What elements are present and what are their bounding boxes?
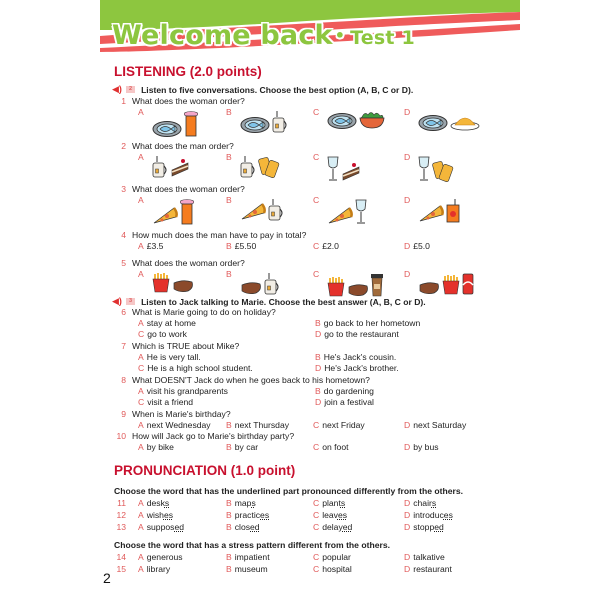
answer-option[interactable] [404,552,445,562]
answer-option[interactable] [313,510,347,520]
question-number-text: 13 [116,522,126,532]
answer-option[interactable] [138,352,201,362]
option-text: £5.50 [234,241,257,251]
option-text: He's Jack's brother. [324,363,399,373]
option-word: chair [413,498,432,508]
option-letter: B [226,107,232,117]
question-number: 10 [116,431,126,441]
underlined-part: s [164,498,170,508]
option-letter: A [138,510,144,520]
question [114,409,231,419]
question [114,431,294,441]
question-number: 7 [121,341,126,351]
pizza-icon [327,205,353,230]
option-word: leav [322,510,338,520]
answer-option[interactable] [404,269,413,279]
answer-option[interactable] [226,498,256,508]
wine-glass-icon [418,156,430,187]
answer-option[interactable] [404,498,436,508]
title-separator: • [334,26,346,45]
option-word: map [234,498,252,508]
option-letter: D [315,329,322,339]
fish-plate-icon [152,119,182,142]
pizza-icon [240,201,266,226]
question-number: 1 [121,96,126,106]
wine-glass-icon [355,199,367,230]
cake-icon [341,162,361,187]
option-letter: B [226,552,232,562]
question-text: When is Marie's birthday? [132,409,231,419]
option-letter: A [138,152,144,162]
answer-option[interactable] [138,552,183,562]
option-word: wish [146,510,164,520]
answer-option[interactable] [138,318,196,328]
question [114,184,245,194]
answer-option[interactable] [138,564,170,574]
option-letter: A [138,269,144,279]
answer-option[interactable] [404,442,439,452]
option-image[interactable] [152,111,198,142]
fish-plate-icon [418,113,448,136]
answer-option[interactable] [313,552,351,562]
question-number [114,510,132,520]
tea-cup-icon [268,199,284,226]
track-badge: 2 [126,86,135,93]
option-letter: A [138,442,144,452]
option-word: stopp [413,522,435,532]
question-text: Which is TRUE about Mike? [132,341,240,351]
option-text: popular [322,552,351,562]
option-word: desk [146,498,165,508]
underlined-part: es [337,510,348,520]
option-letter: B [226,420,232,430]
tea-cup-icon [152,156,168,183]
option-letter: B [315,386,321,396]
question [114,230,306,240]
answer-option[interactable] [226,269,235,279]
option-letter: D [404,420,411,430]
juice-box-icon [446,199,460,228]
option-image[interactable] [418,111,480,136]
option-letter: C [313,564,320,574]
option-text: go to the restaurant [324,329,399,339]
page-number: 2 [103,570,111,586]
spaghetti-icon [450,111,480,136]
answer-option[interactable] [138,397,193,407]
cake-icon [170,158,190,183]
pizza-icon [152,205,178,230]
option-word: practic [234,510,261,520]
option-text: talkative [413,552,445,562]
answer-option[interactable] [404,241,430,251]
answer-option[interactable] [313,442,349,452]
option-text: next Saturday [413,420,467,430]
option-letter: D [404,195,411,205]
option-letter: A [138,498,144,508]
answer-option[interactable] [313,107,322,117]
audio-speaker-icon[interactable]: ◀) [112,296,122,306]
option-text: next Thursday [234,420,290,430]
underlined-part: ed [250,522,260,532]
answer-option[interactable] [138,269,147,279]
answer-option[interactable] [226,107,235,117]
option-letter: D [404,107,411,117]
answer-option[interactable] [138,152,147,162]
option-letter: B [226,152,232,162]
option-letter: A [138,552,144,562]
answer-option[interactable] [313,522,352,532]
option-text: visit his grandparents [146,386,228,396]
option-text: by bike [146,442,174,452]
biscuits-icon [258,156,280,183]
answer-option[interactable] [138,442,174,452]
wine-glass-icon [327,156,339,187]
option-word: plant [322,498,341,508]
pronunciation-title: PRONUNCIATION (1.0 point) [114,463,296,478]
option-letter: D [404,510,411,520]
answer-option[interactable] [315,397,374,407]
question-text: What does the woman order? [132,184,245,194]
option-letter: D [404,152,411,162]
option-letter: D [404,442,411,452]
option-letter: C [313,442,320,452]
option-letter: C [313,107,320,117]
question-number: 4 [121,230,126,240]
pronunciation-part2-instruction: Choose the word that has a stress pattern different from the others. [114,540,390,550]
underlined-part: es [163,510,174,520]
option-text: museum [234,564,268,574]
answer-option[interactable] [313,564,352,574]
underlined-part: ed [174,522,185,532]
question-number: 8 [121,375,126,385]
option-letter: A [138,241,144,251]
title-main: Welcome back [112,20,333,51]
option-image[interactable] [327,199,367,230]
option-letter: A [138,386,144,396]
option-text: on foot [322,442,349,452]
option-letter: C [313,498,320,508]
question-number-text: 11 [117,498,126,508]
answer-option[interactable] [313,241,339,251]
underlined-part: s [340,498,346,508]
answer-option[interactable] [315,329,399,339]
option-letter: C [313,420,320,430]
fries-icon [442,275,460,300]
fish-plate-icon [240,115,270,138]
tea-cup-icon [240,156,256,183]
soda-can-icon [462,273,474,300]
option-text: library [146,564,171,574]
answer-option[interactable] [404,107,413,117]
biscuits-icon [432,160,454,187]
answer-option[interactable] [138,363,253,373]
option-text: go to work [147,329,187,339]
option-text: go back to her hometown [323,318,421,328]
option-image[interactable] [418,273,474,300]
track-badge: 3 [126,298,135,305]
option-text: by bus [413,442,439,452]
answer-option[interactable] [313,152,322,162]
option-text: restaurant [413,564,452,574]
option-letter: A [138,318,144,328]
option-text: He is a high school student. [147,363,253,373]
option-letter: B [315,318,321,328]
option-letter: D [404,564,411,574]
option-image[interactable] [152,156,190,183]
answer-option[interactable] [404,420,466,430]
option-text: He's Jack's cousin. [323,352,397,362]
listening-title: LISTENING (2.0 points) [114,64,262,79]
answer-option[interactable] [313,498,345,508]
option-image[interactable] [240,111,288,138]
option-letter: B [226,241,232,251]
option-text: by car [234,442,259,452]
option-text: He is very tall. [146,352,201,362]
fish-plate-icon [327,111,357,134]
option-letter: C [313,552,320,562]
option-letter: C [313,510,320,520]
answer-option[interactable] [226,522,260,532]
option-letter: C [313,269,320,279]
option-letter: A [138,195,144,205]
underlined-part: s [431,498,437,508]
option-letter: B [226,510,232,520]
answer-option[interactable] [313,269,322,279]
option-letter: B [226,195,232,205]
instruction-text: Listen to Jack talking to Marie. Choose the best answer (A, B, C or D). [141,296,426,307]
answer-option[interactable] [138,241,163,251]
question-text: What does the man order? [132,141,234,151]
option-letter: C [313,195,320,205]
answer-option[interactable] [138,420,211,430]
option-letter: D [404,269,411,279]
underlined-part: es [260,510,270,520]
option-text: visit a friend [147,397,194,407]
option-letter: B [226,564,232,574]
question [114,375,370,385]
question [114,307,276,317]
fries-icon [152,273,170,298]
question-number: 6 [121,307,126,317]
option-image[interactable] [327,111,385,134]
question-text: What does the woman order? [132,96,245,106]
option-letter: C [313,522,320,532]
option-letter: B [226,269,232,279]
answer-option[interactable] [404,522,444,532]
answer-option[interactable] [138,386,228,396]
option-letter: D [315,363,322,373]
question-number: 9 [121,409,126,419]
answer-option[interactable] [226,552,270,562]
answer-option[interactable] [226,152,235,162]
salad-bowl-icon [359,111,385,134]
question-number-text: 12 [116,510,126,520]
question-number [114,564,132,574]
option-letter: C [138,329,145,339]
instruction-text: Listen to five conversations. Choose the best option (A, B, C or D). [141,84,414,95]
juice-icon [180,199,194,230]
answer-option[interactable] [138,510,173,520]
pronunciation-part1-instruction: Choose the word that has the underlined part pronounced differently from the others. [114,486,464,496]
question-text: What does the woman order? [132,258,245,268]
option-letter: D [404,552,411,562]
question-number-text: 15 [116,564,126,574]
question-text: What is Marie going to do on holiday? [132,307,276,317]
answer-option[interactable] [226,241,256,251]
option-letter: A [138,107,144,117]
listening-part2-instruction [112,296,426,307]
answer-option[interactable] [404,564,452,574]
option-image[interactable] [240,156,280,183]
option-text: join a festival [324,397,374,407]
underlined-part: ed [342,522,353,532]
question-number [114,552,132,562]
answer-option[interactable] [138,195,147,205]
option-letter: D [404,241,411,251]
underlined-part: s [251,498,256,508]
question-number [114,522,132,532]
question-number [114,498,132,508]
option-word: introduc [413,510,444,520]
option-text: generous [146,552,183,562]
answer-option[interactable] [138,522,184,532]
option-letter: A [138,420,144,430]
answer-option[interactable] [226,195,235,205]
question-text: How much does the man have to pay in total? [132,230,307,240]
header-banner [100,0,520,60]
option-image[interactable] [240,199,284,226]
question [114,96,245,106]
question [114,258,245,268]
option-image[interactable] [152,199,194,230]
answer-option[interactable] [226,510,269,520]
option-word: suppos [146,522,175,532]
question-number-text: 14 [116,552,126,562]
option-image[interactable] [418,199,460,228]
question [114,141,234,151]
page-title [112,20,415,51]
answer-option[interactable] [404,152,413,162]
listening-part1-instruction [112,84,413,95]
answer-option[interactable] [138,498,169,508]
option-text: next Friday [322,420,365,430]
option-letter: A [138,522,144,532]
question-text: What DOESN'T Jack do when he goes back to his hometown? [132,375,370,385]
question-number: 2 [121,141,126,151]
option-text: £5.0 [413,241,430,251]
question-number: 3 [121,184,126,194]
answer-option[interactable] [315,352,396,362]
answer-option[interactable] [138,329,187,339]
answer-option[interactable] [226,420,289,430]
question-text: How will Jack go to Marie's birthday party? [132,431,295,441]
answer-option[interactable] [404,195,413,205]
option-letter: C [313,152,320,162]
option-text: impatient [234,552,270,562]
option-text: £3.5 [146,241,164,251]
answer-option[interactable] [315,363,399,373]
option-letter: D [404,498,411,508]
worksheet-page [100,0,520,600]
title-subtitle: Test 1 [350,27,415,49]
option-letter: C [313,241,320,251]
pizza-icon [418,203,444,228]
option-image[interactable] [152,273,194,298]
answer-option[interactable] [313,195,322,205]
answer-option[interactable] [315,386,374,396]
answer-option[interactable] [404,510,453,520]
option-letter: B [226,442,232,452]
answer-option[interactable] [226,564,268,574]
option-letter: A [138,352,144,362]
answer-option[interactable] [138,107,147,117]
option-letter: D [404,522,411,532]
answer-option[interactable] [315,318,420,328]
option-letter: B [315,352,321,362]
option-image[interactable] [418,156,454,187]
option-letter: B [226,522,232,532]
option-letter: D [315,397,322,407]
option-text: next Wednesday [146,420,211,430]
option-word: delay [322,522,343,532]
option-image[interactable] [327,156,361,187]
option-letter: C [138,363,145,373]
option-text: hospital [322,564,352,574]
option-text: do gardening [323,386,374,396]
question-number: 5 [121,258,126,268]
answer-option[interactable] [313,420,365,430]
option-letter: C [138,397,145,407]
option-letter: A [138,564,144,574]
question [114,341,239,351]
option-word: clos [234,522,251,532]
underlined-part: es [443,510,453,520]
option-letter: B [226,498,232,508]
underlined-part: ed [434,522,444,532]
tea-cup-icon [272,111,288,138]
answer-option[interactable] [226,442,258,452]
option-text: £2.0 [322,241,339,251]
option-text: stay at home [146,318,196,328]
juice-icon [184,111,198,142]
audio-speaker-icon[interactable]: ◀) [112,84,122,94]
